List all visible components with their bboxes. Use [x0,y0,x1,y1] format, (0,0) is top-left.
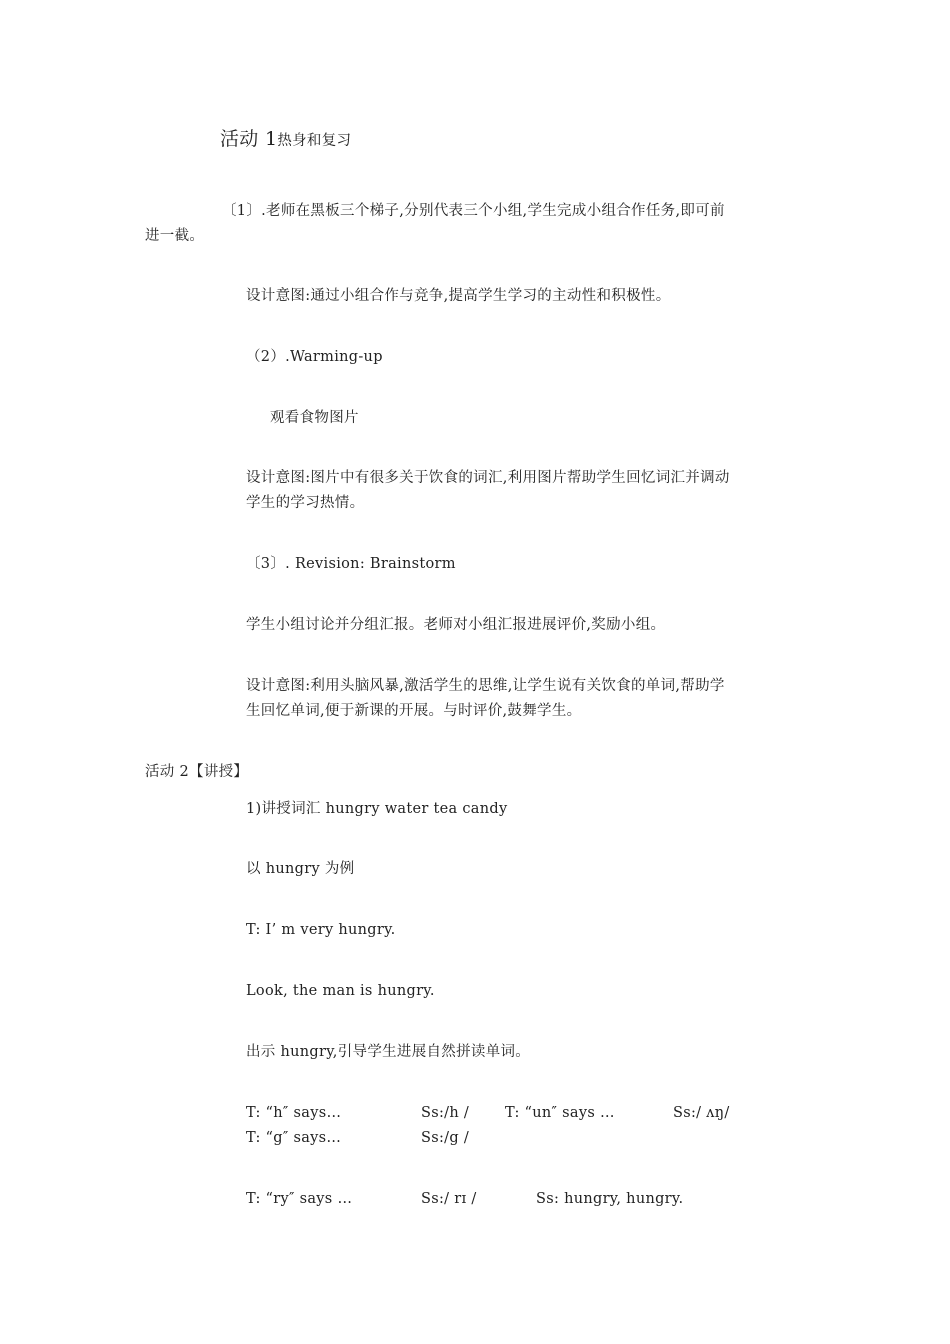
paragraph-1-line-2: 进一截。 [145,228,205,244]
teacher-line: T: I’ m very hungry. [246,922,396,938]
paragraph-1-line-1: 〔1〕.老师在黑板三个梯子,分别代表三个小组,学生完成小组合作任务,即可前 [222,203,725,219]
phonics-row1-teacher-un: T: “un″ says … [505,1105,615,1121]
activity2-heading: 活动 2【讲授】 [145,764,249,780]
design-intent-1: 设计意图:通过小组合作与竞争,提高学生学习的主动性和积极性。 [246,288,671,304]
phonics-row3-students-hungry: Ss: hungry, hungry. [536,1191,684,1207]
paragraph-2-subtitle: 观看食物图片 [270,410,359,426]
phonics-row3-teacher-ry: T: “ry″ says … [246,1191,353,1207]
vocab-line: 1)讲授词汇 hungry water tea candy [246,801,508,817]
show-line: 出示 hungry,引导学生进展自然拼读单词。 [246,1044,531,1060]
look-line: Look, the man is hungry. [246,983,435,999]
phonics-row1-teacher-h: T: “h″ says… [246,1105,342,1121]
design-intent-3-line-2: 生回忆单词,便于新课的开展。与时评价,鼓舞学生。 [246,703,582,719]
design-intent-2-line-1: 设计意图:图片中有很多关于饮食的词汇,利用图片帮助学生回忆词汇并调动 [246,470,730,486]
activity1-heading-main: 活动 1 [220,128,278,150]
activity1-heading [220,126,351,154]
example-line: 以 hungry 为例 [246,861,355,877]
phonics-row2-teacher-g: T: “g″ says… [246,1130,342,1146]
paragraph-3-description: 学生小组讨论并分组汇报。老师对小组汇报进展评价,奖励小组。 [246,617,666,633]
design-intent-2-line-2: 学生的学习热情。 [246,495,365,511]
phonics-row1-student-h: Ss:/h / [421,1105,470,1121]
phonics-row3-student-ry: Ss:/ rɪ / [421,1191,477,1207]
activity1-heading-sub: 热身和复习 [277,133,352,149]
paragraph-2-title: （2）.Warming-up [246,349,383,365]
paragraph-3-title: 〔3〕. Revision: Brainstorm [246,556,456,572]
design-intent-3-line-1: 设计意图:利用头脑风暴,激活学生的思维,让学生说有关饮食的单词,帮助学 [246,678,725,694]
phonics-row2-student-g: Ss:/g / [421,1130,470,1146]
phonics-row1-student-un: Ss:/ ʌŋ/ [673,1105,730,1121]
